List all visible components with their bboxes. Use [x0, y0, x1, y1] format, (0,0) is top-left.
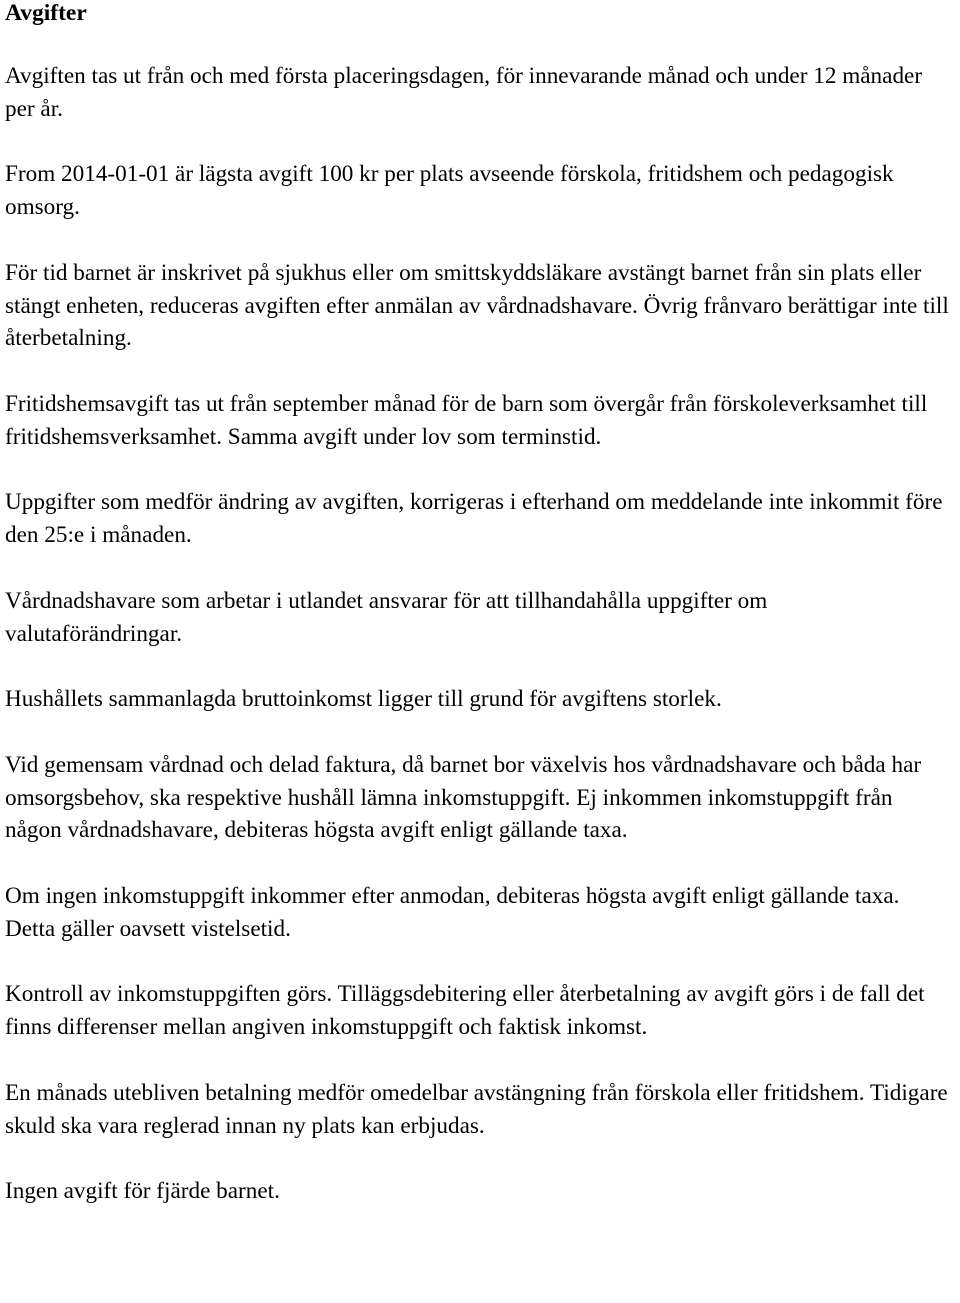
paragraph-missing-income-report: Om ingen inkomstuppgift inkommer efter anmodan, debiteras högsta avgift enligt gällande taxa. Detta gäller oavsett vistelsetid. [5, 882, 900, 942]
paragraph-placement-start: Avgiften tas ut från och med första placeringsdagen, för innevarande månad och under 12 månader per år. [5, 63, 923, 122]
paragraph-working-abroad: Vårdnadshavare som arbetar i utlandet ansvarar för att tillhandahålla uppgifter om valutaförändringar. [5, 587, 768, 647]
paragraph-household-income: Hushållets sammanlagda bruttoinkomst ligger till grund för avgiftens storlek. [5, 686, 722, 713]
paragraph-hospital-absence: För tid barnet är inskrivet på sjukhus eller om smittskyddsläkare avstängt barnet från sin plats eller stängt enheten, reduceras avgiften efter anmälan av vårdnadshavare. Övrig frånvaro berättigar inte till återbetalning. [5, 259, 949, 352]
paragraph-income-control: Kontroll av inkomstuppgiften görs. Tilläggsdebitering eller återbetalning av avgift görs i de fall det finns differenser mellan angiven inkomstuppgift och faktisk inkomst. [5, 981, 925, 1041]
paragraph-non-payment: En månads utebliven betalning medför omedelbar avstängning från förskola eller fritidshem. Tidigare skuld ska vara reglerad innan ny plats kan erbjudas. [5, 1079, 948, 1139]
paragraph-shared-custody: Vid gemensam vårdnad och delad faktura, då barnet bor växelvis hos vårdnadshavare och båda har omsorgsbehov, ska respektive hushåll lämna inkomstuppgift. Ej inkommen inkomstuppgift från någon vårdnadshavare, debiteras högsta avgift enligt gällande taxa. [5, 751, 922, 844]
paragraph-after-school-fee: Fritidshemsavgift tas ut från september månad för de barn som övergår från förskoleverksamhet till fritidshemsverksamhet. Samma avgift under lov som terminstid. [5, 390, 928, 450]
paragraph-fee-changes: Uppgifter som medför ändring av avgiften, korrigeras i efterhand om meddelande inte inkommit före den 25:e i månaden. [5, 489, 943, 549]
document-page [5, 0, 950, 1208]
paragraph-fourth-child: Ingen avgift för fjärde barnet. [5, 1178, 280, 1205]
paragraph-minimum-fee: From 2014-01-01 är lägsta avgift 100 kr per plats avseende förskola, fritidshem och pedagogisk omsorg. [5, 161, 894, 221]
document-title: Avgifter [5, 0, 87, 26]
